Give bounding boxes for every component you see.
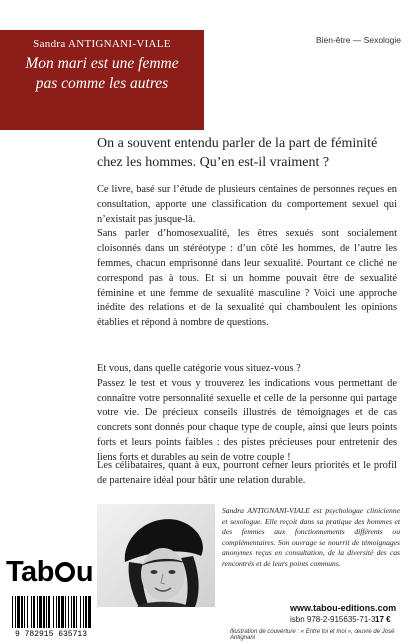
barcode-bars	[6, 594, 96, 638]
barcode	[6, 594, 96, 638]
title-box	[0, 30, 204, 130]
publisher-logo	[6, 556, 93, 589]
barcode-bar	[17, 596, 20, 628]
price-label: 17 €	[375, 615, 391, 624]
book-title-line-2: pas comme les autres	[35, 75, 169, 92]
author-bio: Sandra ANTIGNANI-VIALE est psychologue clinicienne et sexologue. Elle reçoit dans sa pratique des hommes et des femmes aux fonctionnements différents ou complémentaires. Son ouvrage se nourrit de témoignages anonymes reçus en consultation, de la diversité des cas rencontrés et de leurs points communs.	[222, 506, 400, 568]
barcode-bar	[39, 596, 42, 628]
barcode-bar	[85, 596, 87, 628]
barcode-bar	[27, 596, 28, 628]
barcode-bar	[33, 596, 35, 628]
intro-text: On a souvent entendu parler de la part de féminité chez les hommes. Qu’en est-il vraiment ?	[97, 136, 378, 170]
body-paragraph: Ce livre, basé sur l’étude de plusieurs centaines de personnes reçues en consultation, apporte une classification du comportement sexuel qui n’existait pas jusque-là.	[97, 184, 397, 225]
publisher-website[interactable]: www.tabou-editions.com	[290, 603, 397, 613]
barcode-bar	[24, 596, 25, 628]
barcode-bar	[37, 596, 38, 628]
logo-ring-icon	[55, 562, 75, 582]
barcode-bar	[71, 596, 72, 628]
barcode-bar	[65, 596, 66, 628]
barcode-bar	[43, 596, 45, 628]
barcode-bar	[73, 596, 75, 628]
isbn-number: isbn 978-2-915635-71-3	[290, 615, 376, 624]
logo-text-suffix: u	[75, 556, 94, 588]
barcode-bar	[68, 596, 69, 628]
barcode-bar	[83, 596, 84, 628]
author-portrait-image	[97, 504, 215, 607]
illustration-credit: Illustration de couverture : « Entre toi et moi », œuvre de José Antignani	[230, 629, 395, 641]
body-paragraph: Passez le test et vous y trouverez les indications vous permettant de connaître votre personnalité sexuelle et celle de la personne qui partage votre vie. De précieux conseils illustrés de témoignages et de cas concrets sont donnés pour chaque type de couple, ainsi que leurs points forts et leurs points faibles : des pistes précieuses pour entretenir des liens forts et durables au sein de votre couple !	[97, 377, 397, 463]
body-paragraph: Et vous, dans quelle catégorie vous situez-vous ?	[97, 363, 301, 374]
body-block-3	[97, 459, 397, 489]
book-title	[6, 54, 198, 94]
barcode-bar	[80, 596, 81, 628]
barcode-bar	[12, 596, 13, 628]
author-photo	[97, 504, 215, 607]
body-paragraph: Les célibataires, quant à eux, pourront cerner leurs priorités et le profil de partenaire idéal pour bâtir une relation durable.	[97, 460, 397, 486]
category-label: Bien-être — Sexologie	[315, 35, 401, 45]
barcode-bar	[21, 596, 23, 628]
barcode-bar	[76, 596, 77, 628]
body-block-1	[97, 183, 397, 331]
logo-text-prefix: Tab	[6, 556, 54, 588]
barcode-bar	[46, 596, 47, 628]
barcode-bar	[48, 596, 50, 628]
barcode-bar	[58, 596, 60, 628]
body-paragraph: Sans parler d’homosexualité, les êtres sexués sont socialement cloisonnés dans un stéréotype : d’un côté les hommes, de l’autre les femmes, chacun emprisonné dans leur sexualité. Pourtant ce cliché ne correspond pas à tous. Et si un homme pouvait être de sexualité féminine et une femme de sexualité masculine ? Voici une approche inédite des relations et de la sexualité qui chamboulent les opinions établies et répond à nombre de questions.	[97, 228, 397, 329]
barcode-bar	[53, 596, 54, 628]
author-name: Sandra ANTIGNANI-VIALE	[33, 38, 171, 50]
barcode-digits: 9 782915 635713	[14, 630, 88, 638]
book-title-line-1: Mon mari est une femme	[25, 55, 179, 72]
barcode-bar	[88, 596, 91, 628]
barcode-bar	[31, 596, 32, 628]
barcode-bar	[15, 596, 16, 628]
barcode-bar	[56, 596, 57, 628]
body-block-2	[97, 362, 397, 466]
barcode-bar	[61, 596, 64, 628]
